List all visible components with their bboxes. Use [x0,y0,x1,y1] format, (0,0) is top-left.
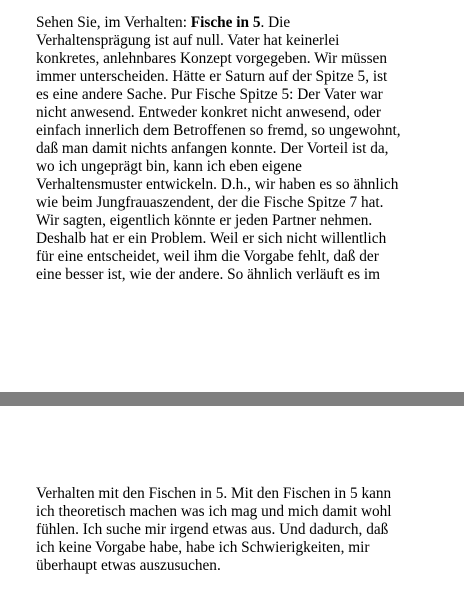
intro-text: Sehen Sie, im Verhalten: [36,14,191,31]
paragraph-line: es eine andere Sache. Pur Fische Spitze 5: Der Vater war [36,86,383,103]
emphasized-text: Fische in 5 [190,14,261,31]
intro-text-tail: . Die [260,14,291,31]
page-top-paragraph [36,14,452,284]
document-page-bottom [0,406,464,600]
paragraph-line: überhaupt etwas auszusuchen. [36,557,221,574]
paragraph-line: immer unterscheiden. Hätte er Saturn auf der Spitze 5, ist [36,68,388,85]
paragraph-line-first [36,14,452,32]
paragraph-line: Verhaltensprägung ist auf null. Vater hat keinerlei [36,32,340,49]
page-separator [0,392,464,406]
paragraph-line: eine besser ist, wie der andere. So ähnlich verläuft es im [36,266,381,283]
paragraph-line: fühlen. Ich suche mir irgend etwas aus. Und dadurch, daß [36,521,389,538]
paragraph-line: Verhalten mit den Fischen in 5. Mit den Fischen in 5 kann [36,485,392,502]
paragraph-line: Verhaltensmuster entwickeln. D.h., wir haben es so ähnlich [36,176,399,193]
paragraph-line: Deshalb hat er ein Problem. Weil er sich nicht willentlich [36,230,387,247]
paragraph-line: wo ich ungeprägt bin, kann ich eben eigene [36,158,302,175]
paragraph-line: ich keine Vorgabe habe, habe ich Schwierigkeiten, mir [36,539,370,556]
paragraph-line: nicht anwesend. Entweder konkret nicht anwesend, oder [36,104,381,121]
paragraph-line: konkretes, anlehnbares Konzept vorgegeben. Wir müssen [36,50,387,67]
paragraph-line: für eine entscheidet, weil ihm die Vorgabe fehlt, daß der [36,248,379,265]
page-bottom-paragraph [36,485,452,575]
paragraph-line: ich theoretisch machen was ich mag und mich damit wohl [36,503,392,520]
paragraph-line: daß man damit nichts anfangen konnte. Der Vorteil ist da, [36,140,389,157]
paragraph-line: Wir sagten, eigentlich könnte er jeden Partner nehmen. [36,212,373,229]
paragraph-line: wie beim Jungfrauaszendent, der die Fische Spitze 7 hat. [36,194,384,211]
paragraph-line: einfach innerlich dem Betroffenen so fremd, so ungewohnt, [36,122,401,139]
